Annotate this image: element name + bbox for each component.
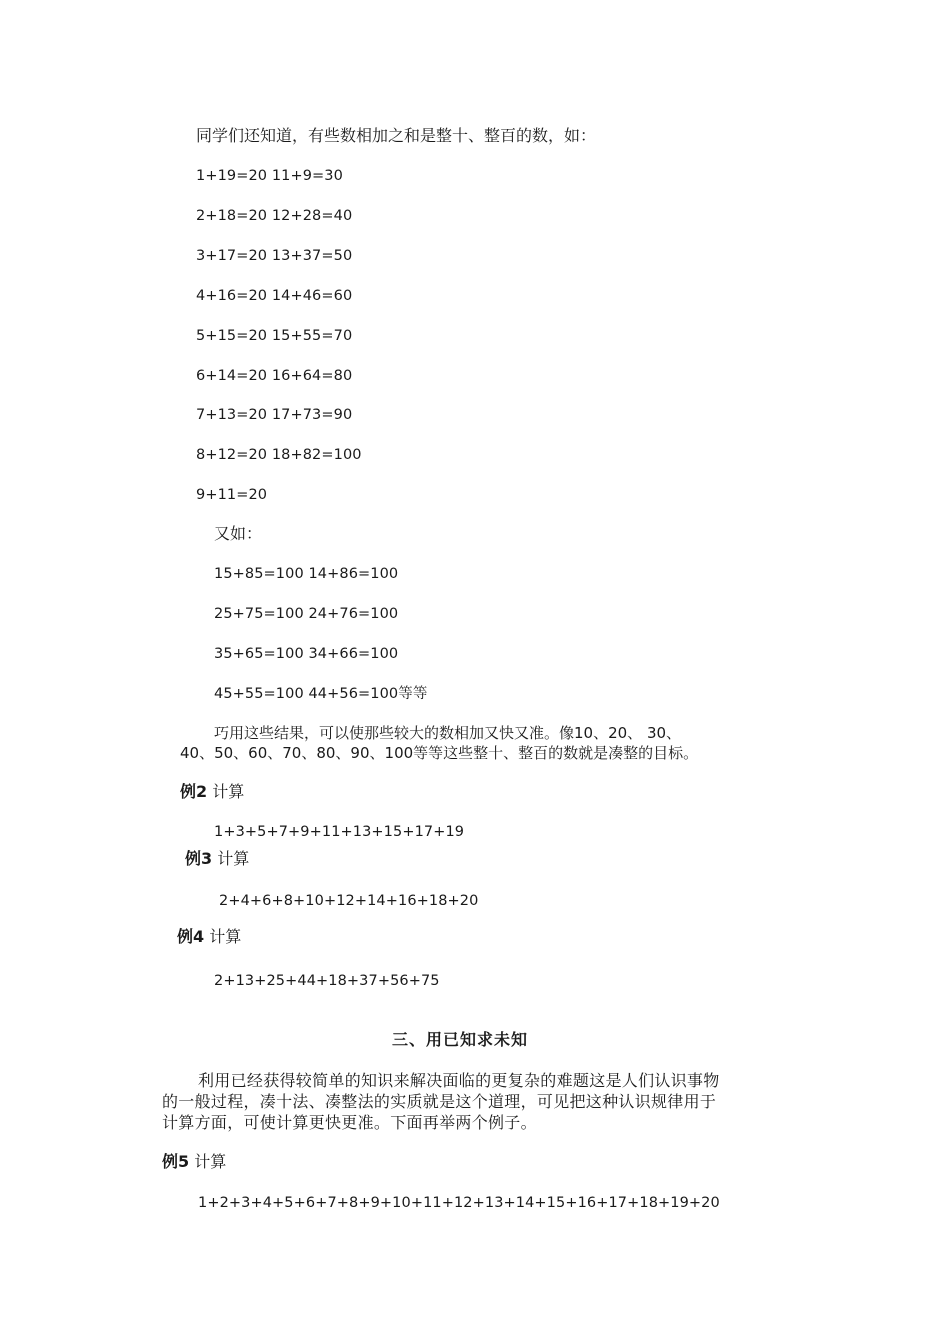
equation-line: 35+65=100 34+66=100 <box>214 646 399 662</box>
equation-line: 15+85=100 14+86=100 <box>214 566 399 582</box>
example-expression: 1+3+5+7+9+11+13+15+17+19 <box>214 824 465 840</box>
example-task: 计算 <box>194 1152 227 1171</box>
example-label: 例5 <box>162 1152 190 1171</box>
equation-line: 7+13=20 17+73=90 <box>196 407 353 423</box>
equation-line: 4+16=20 14+46=60 <box>196 288 353 304</box>
equation-line: 9+11=20 <box>196 487 268 503</box>
equation-line: 5+15=20 15+55=70 <box>196 328 353 344</box>
intro-text: 同学们还知道，有些数相加之和是整十、整百的数，如： <box>196 126 597 145</box>
section-paragraph-line: 利用已经获得较简单的知识来解决面临的更复杂的难题这是人们认识事物 <box>198 1071 720 1090</box>
example-task: 计算 <box>217 849 250 868</box>
example-heading <box>185 849 249 869</box>
example-label: 例2 <box>180 782 208 801</box>
equation-line: 8+12=20 18+82=100 <box>196 447 362 463</box>
example-task: 计算 <box>209 927 242 946</box>
example-expression: 2+13+25+44+18+37+56+75 <box>214 973 440 989</box>
example-task: 计算 <box>212 782 245 801</box>
example-expression: 2+4+6+8+10+12+14+16+18+20 <box>219 893 479 909</box>
equation-line: 1+19=20 11+9=30 <box>196 168 343 184</box>
example-heading <box>180 782 244 802</box>
equation-line: 45+55=100 44+56=100等等 <box>214 686 428 702</box>
example-expression: 1+2+3+4+5+6+7+8+9+10+11+12+13+14+15+16+17+18+19+20 <box>198 1195 720 1211</box>
example-label: 例4 <box>177 927 205 946</box>
section-paragraph-line: 计算方面，可使计算更快更准。下面再举两个例子。 <box>162 1113 537 1132</box>
example-heading <box>177 927 241 947</box>
tip-line: 40、50、60、70、80、90、100等等这些整十、整百的数就是凑整的目标。 <box>180 744 699 762</box>
example-heading <box>162 1152 226 1172</box>
equation-line: 6+14=20 16+64=80 <box>196 368 353 384</box>
equation-line: 3+17=20 13+37=50 <box>196 248 353 264</box>
example-label: 例3 <box>185 849 213 868</box>
tip-line: 巧用这些结果，可以使那些较大的数相加又快又准。像10、20、 30、 <box>214 724 682 742</box>
equation-line: 25+75=100 24+76=100 <box>214 606 399 622</box>
equation-line: 2+18=20 12+28=40 <box>196 208 353 224</box>
section-title: 三、用已知求未知 <box>392 1030 529 1049</box>
section-paragraph-line: 的一般过程，凑十法、凑整法的实质就是这个道理，可见把这种认识规律用于 <box>162 1092 717 1111</box>
also-label: 又如： <box>214 524 263 543</box>
